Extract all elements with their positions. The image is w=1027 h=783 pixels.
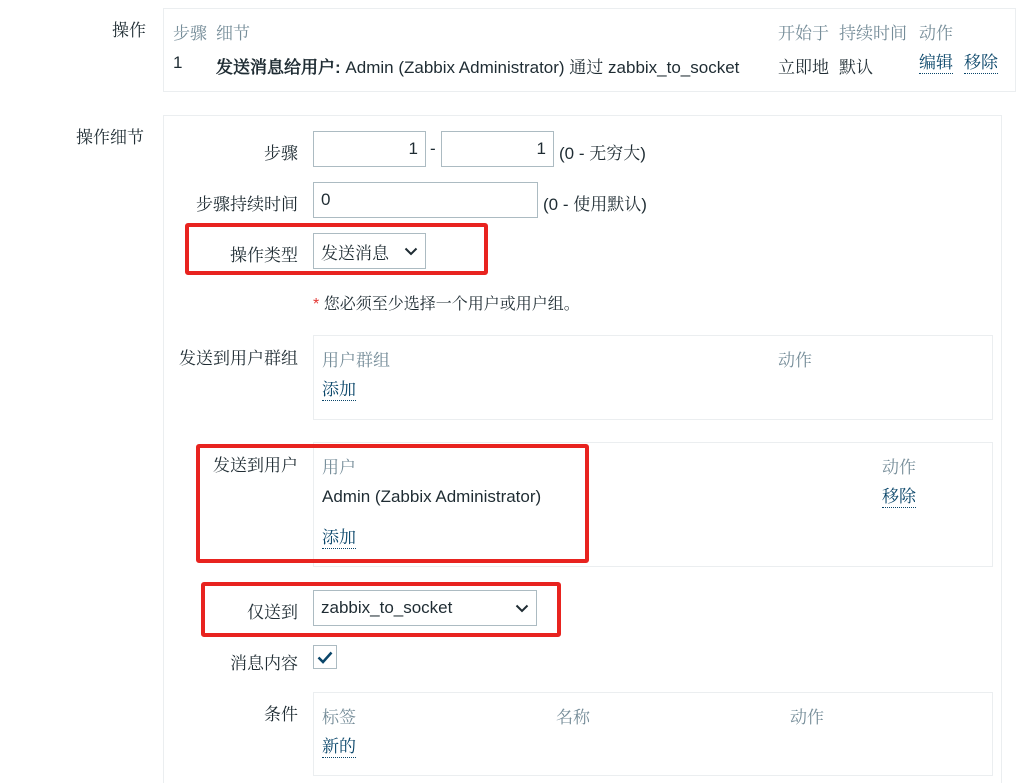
step-label: 步骤: [264, 144, 298, 163]
row-step: 1: [173, 53, 183, 72]
col-header-start-in: 开始于: [778, 24, 829, 43]
step-duration-label: 步骤持续时间: [196, 195, 298, 214]
add-user-link[interactable]: 添加: [322, 528, 356, 547]
required-asterisk: *: [313, 296, 320, 313]
step-duration-input[interactable]: 0: [313, 182, 538, 218]
highlight-box-send-to-users: [196, 444, 589, 563]
required-note-text: 您必须至少选择一个用户或用户组。: [323, 296, 580, 313]
operation-details-label: 操作细节: [76, 128, 144, 147]
col-header-details: 细节: [216, 24, 250, 43]
row-detail-text: Admin (Zabbix Administrator) 通过 zabbix_to_socket: [345, 58, 740, 77]
send-only-to-label: 仅送到: [247, 603, 298, 622]
step-duration-hint: (0 - 使用默认): [543, 195, 647, 214]
remove-link[interactable]: 移除: [964, 53, 998, 72]
col-header-duration: 持续时间: [839, 24, 907, 43]
send-only-to-value: zabbix_to_socket: [321, 598, 453, 617]
conditions-table: [313, 692, 993, 776]
user-groups-table: [313, 335, 993, 420]
edit-link[interactable]: 编辑: [919, 53, 953, 72]
row-detail: [216, 53, 739, 78]
step-separator: -: [430, 139, 436, 158]
checkmark-icon: [317, 651, 333, 664]
col-header-action: 动作: [778, 351, 812, 370]
operation-type-label: 操作类型: [230, 246, 298, 265]
col-header-name: 名称: [556, 708, 590, 727]
message-content-label: 消息内容: [230, 654, 298, 673]
col-header-action: 动作: [790, 708, 824, 727]
highlight-box-send-only-to: [201, 582, 561, 637]
send-to-users-label: 发送到用户: [213, 456, 298, 475]
required-note: [313, 291, 580, 314]
col-header-user: 用户: [322, 458, 356, 477]
step-to-input[interactable]: 1: [441, 131, 554, 167]
col-header-action: 动作: [882, 458, 916, 477]
col-header-user-group: 用户群组: [322, 351, 390, 370]
message-content-checkbox[interactable]: [313, 645, 337, 669]
operations-label: 操作: [112, 21, 146, 40]
col-header-steps: 步骤: [173, 24, 207, 43]
col-header-tag: 标签: [322, 708, 356, 727]
remove-user-link[interactable]: 移除: [882, 487, 916, 506]
row-detail-bold: 发送消息给用户:: [216, 58, 341, 77]
row-duration: 默认: [839, 58, 873, 77]
add-user-group-link[interactable]: 添加: [322, 380, 356, 399]
row-start-in: 立即地: [778, 58, 829, 77]
new-condition-link[interactable]: 新的: [322, 737, 356, 756]
operation-type-value: 发送消息: [321, 243, 389, 263]
step-from-input[interactable]: 1: [313, 131, 426, 167]
highlight-box-operation-type: [185, 223, 488, 275]
conditions-label: 条件: [264, 705, 298, 724]
user-name: Admin (Zabbix Administrator): [322, 487, 542, 506]
operations-table: [163, 8, 1016, 92]
step-hint: (0 - 无穷大): [559, 144, 646, 163]
col-header-action: 动作: [919, 24, 953, 43]
send-to-user-groups-label: 发送到用户群组: [179, 349, 298, 368]
